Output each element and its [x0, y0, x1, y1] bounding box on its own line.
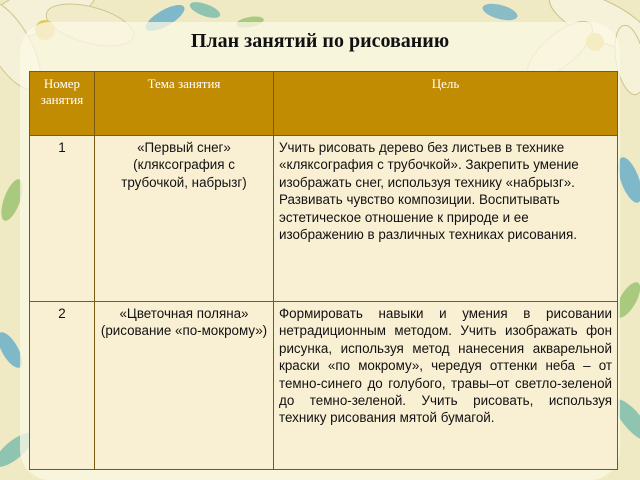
lesson-topic: «Первый снег» (кляксография с трубочкой, набрызг)	[95, 136, 274, 302]
column-header-goal: Цель	[274, 72, 618, 136]
lesson-plan-table	[29, 71, 618, 470]
table-row	[30, 136, 618, 302]
lesson-goal: Учить рисовать дерево без листьев в технике «кляксография с трубочкой». Закрепить умение изображать снег, используя технику «набрызг». Развивать чувство композиции. Воспитывать эстетическое отношение к природе и ее изображению в различных техниках рисования.	[274, 136, 618, 302]
lesson-topic: «Цветочная поляна» (рисование «по-мокрому»)	[95, 302, 274, 470]
lesson-number: 2	[30, 302, 95, 470]
lesson-number: 1	[30, 136, 95, 302]
table-header-row	[30, 72, 618, 136]
column-header-topic: Тема занятия	[95, 72, 274, 136]
lesson-goal: Формировать навыки и умения в рисовании нетрадиционным методом. Учить изображать фон рисунка, используя метод нанесения акварельной краски «по мокрому», чередуя оттенки неба – от темно-синего до голубого, травы–от светло-зеленой до темно-зеленой. Учить рисовать, используя технику рисования мятой бумагой.	[274, 302, 618, 470]
table-row	[30, 302, 618, 470]
page-title: План занятий по рисованию	[190, 30, 450, 52]
column-header-number: Номер занятия	[30, 72, 95, 136]
